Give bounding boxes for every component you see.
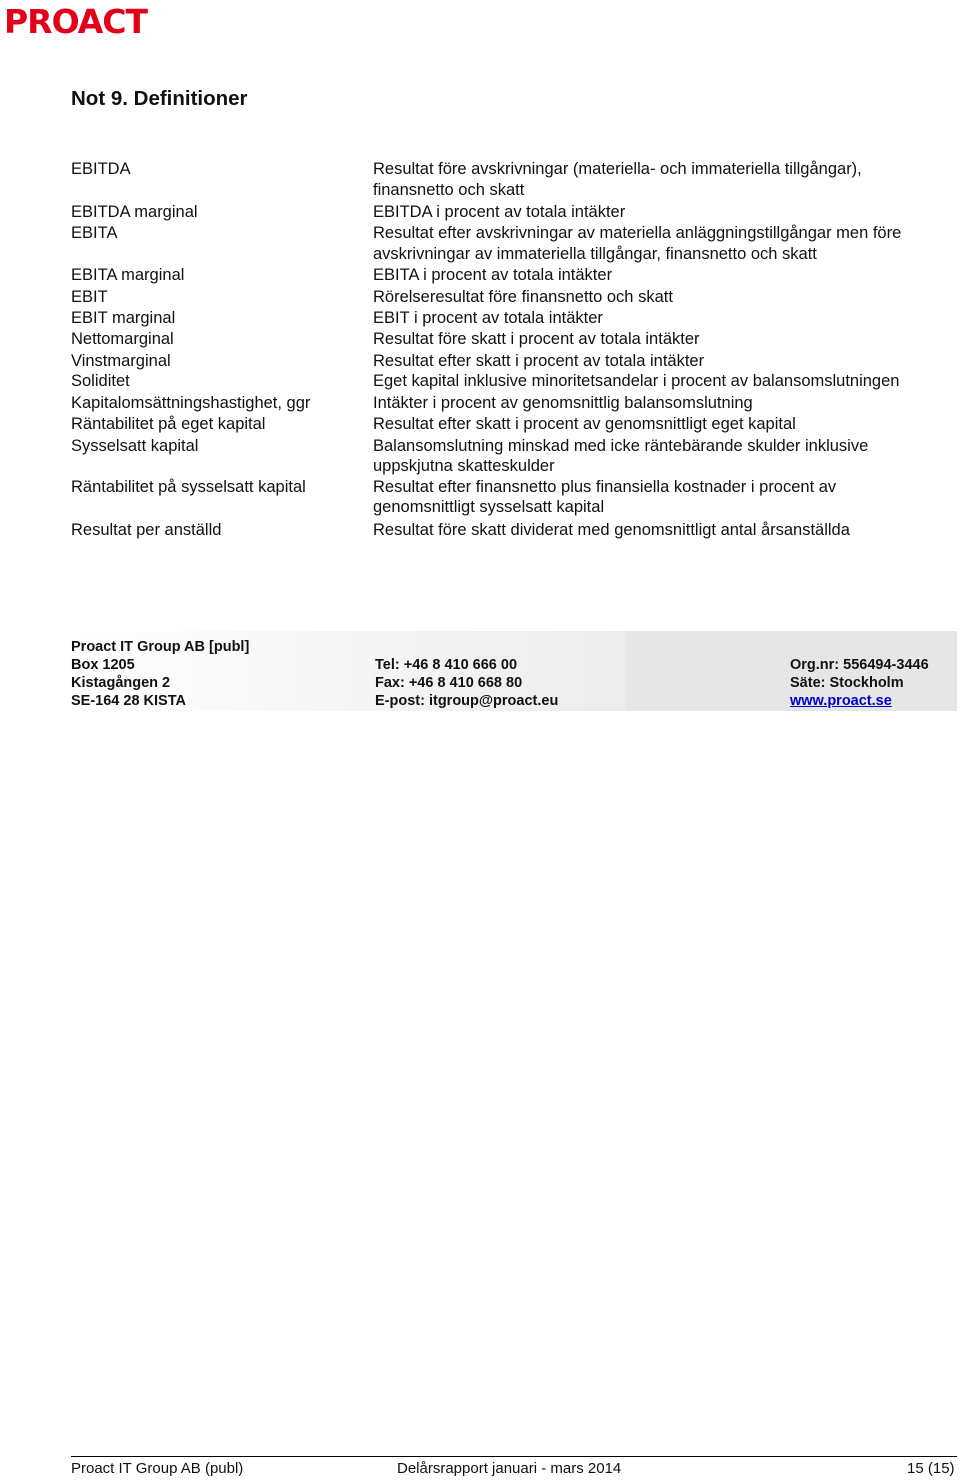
definition-description: Resultat efter skatt i procent av totala intäkter	[373, 352, 705, 370]
definition-term: Resultat per anställd	[71, 521, 222, 539]
definition-description: Intäkter i procent av genomsnittlig balansomslutning	[373, 394, 753, 412]
definition-term: EBIT marginal	[71, 309, 176, 327]
definition-term: Vinstmarginal	[71, 352, 171, 370]
definition-term: EBITA	[71, 224, 118, 242]
fax-number: Fax: +46 8 410 668 80	[375, 675, 523, 691]
email-address: E-post: itgroup@proact.eu	[375, 693, 559, 709]
definition-description: avskrivningar av immateriella tillgångar, finansnetto och skatt	[373, 245, 817, 263]
definition-term: EBIT	[71, 288, 108, 306]
definition-term: Kapitalomsättningshastighet, ggr	[71, 394, 311, 412]
address-line: SE-164 28 KISTA	[71, 693, 186, 709]
footer-report-title: Delårsrapport januari - mars 2014	[397, 1460, 622, 1477]
definition-term: Räntabilitet på eget kapital	[71, 415, 266, 433]
footer-divider	[71, 1456, 957, 1457]
org-number: Org.nr: 556494-3446	[790, 657, 929, 673]
definition-term: EBITDA	[71, 160, 131, 178]
registered-seat: Säte: Stockholm	[790, 675, 904, 691]
definition-description: Resultat efter skatt i procent av genomsnittligt eget kapital	[373, 415, 796, 433]
address-line: Kistagången 2	[71, 675, 171, 691]
definition-description: Resultat efter avskrivningar av materiella anläggningstillgångar men före	[373, 224, 902, 242]
definition-description: uppskjutna skatteskulder	[373, 457, 555, 475]
definition-description: genomsnittligt sysselsatt kapital	[373, 498, 605, 516]
definition-term: EBITDA marginal	[71, 203, 198, 221]
definition-description: Resultat före avskrivningar (materiella- och immateriella tillgångar),	[373, 160, 862, 178]
definition-description: Balansomslutning minskad med icke räntebärande skulder inklusive	[373, 437, 869, 455]
definition-description: EBIT i procent av totala intäkter	[373, 309, 603, 327]
website-link[interactable]: www.proact.se	[790, 693, 892, 709]
address-line: Box 1205	[71, 657, 135, 673]
definition-term: Räntabilitet på sysselsatt kapital	[71, 478, 306, 496]
definition-description: Eget kapital inklusive minoritetsandelar i procent av balansomslutningen	[373, 372, 900, 390]
definition-term: EBITA marginal	[71, 266, 185, 284]
footer-page-number: 15 (15)	[907, 1460, 955, 1477]
proact-logo: PROACT	[4, 2, 148, 41]
definition-term: Soliditet	[71, 372, 130, 390]
definition-description: Rörelseresultat före finansnetto och skatt	[373, 288, 673, 306]
footer-company: Proact IT Group AB (publ)	[71, 1460, 244, 1477]
company-name: Proact IT Group AB [publ]	[71, 639, 250, 655]
definition-description: EBITDA i procent av totala intäkter	[373, 203, 626, 221]
definition-description: Resultat före skatt i procent av totala intäkter	[373, 330, 700, 348]
definition-term: Sysselsatt kapital	[71, 437, 199, 455]
phone-number: Tel: +46 8 410 666 00	[375, 657, 518, 673]
definition-description: finansnetto och skatt	[373, 181, 525, 199]
definition-description: Resultat före skatt dividerat med genomsnittligt antal årsanställda	[373, 521, 850, 539]
page-title: Not 9. Definitioner	[71, 87, 248, 110]
definition-term: Nettomarginal	[71, 330, 174, 348]
definition-description: Resultat efter finansnetto plus finansiella kostnader i procent av	[373, 478, 837, 496]
definition-description: EBITA i procent av totala intäkter	[373, 266, 613, 284]
